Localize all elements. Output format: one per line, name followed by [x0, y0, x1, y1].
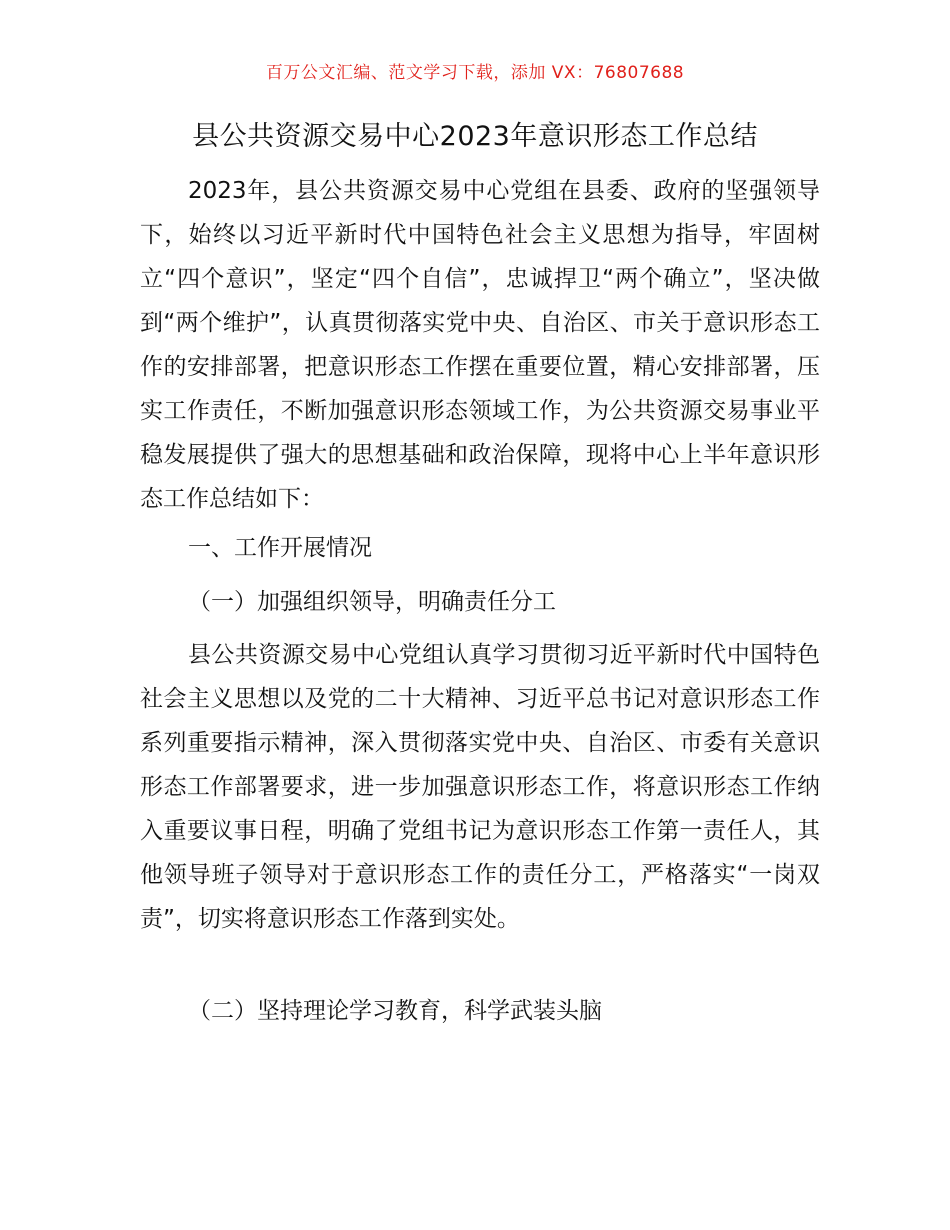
subsection-one-body: 县公共资源交易中心党组认真学习贯彻习近平新时代中国特色社会主义思想以及党的二十大精神、习近平总书记对意识形态工作系列重要指示精神，深入贯彻落实党中央、自治区、市委有关意识形态工作部署要求，进一步加强意识形态工作，将意识形态工作纳入重要议事日程，明确了党组书记为意识形态工作第一责任人，其他领导班子领导对于意识形态工作的责任分工，严格落实“一岗双责”，切实将意识形态工作落到实处。 — [140, 642, 820, 932]
subsection-one-heading: （一）加强组织领导，明确责任分工 — [188, 589, 556, 615]
document-title: 县公共资源交易中心2023年意识形态工作总结 — [192, 121, 758, 152]
intro-paragraph: 2023年，县公共资源交易中心党组在县委、政府的坚强领导下，始终以习近平新时代中国特色社会主义思想为指导，牢固树立“四个意识”，坚定“四个自信”，忠诚捍卫“两个确立”，坚决做到“两个维护”，认真贯彻落实党中央、自治区、市关于意识形态工作的安排部署，把意识形态工作摆在重要位置，精心安排部署，压实工作责任，不断加强意识形态领域工作，为公共资源交易事业平稳发展提供了强大的思想基础和政治保障，现将中心上半年意识形态工作总结如下： — [140, 178, 820, 512]
section-one-heading: 一、工作开展情况 — [188, 535, 372, 561]
header-promo-note: 百万公文汇编、范文学习下载，添加 VX：76807688 — [265, 63, 685, 83]
subsection-two-heading: （二）坚持理论学习教育，科学武装头脑 — [188, 998, 602, 1024]
